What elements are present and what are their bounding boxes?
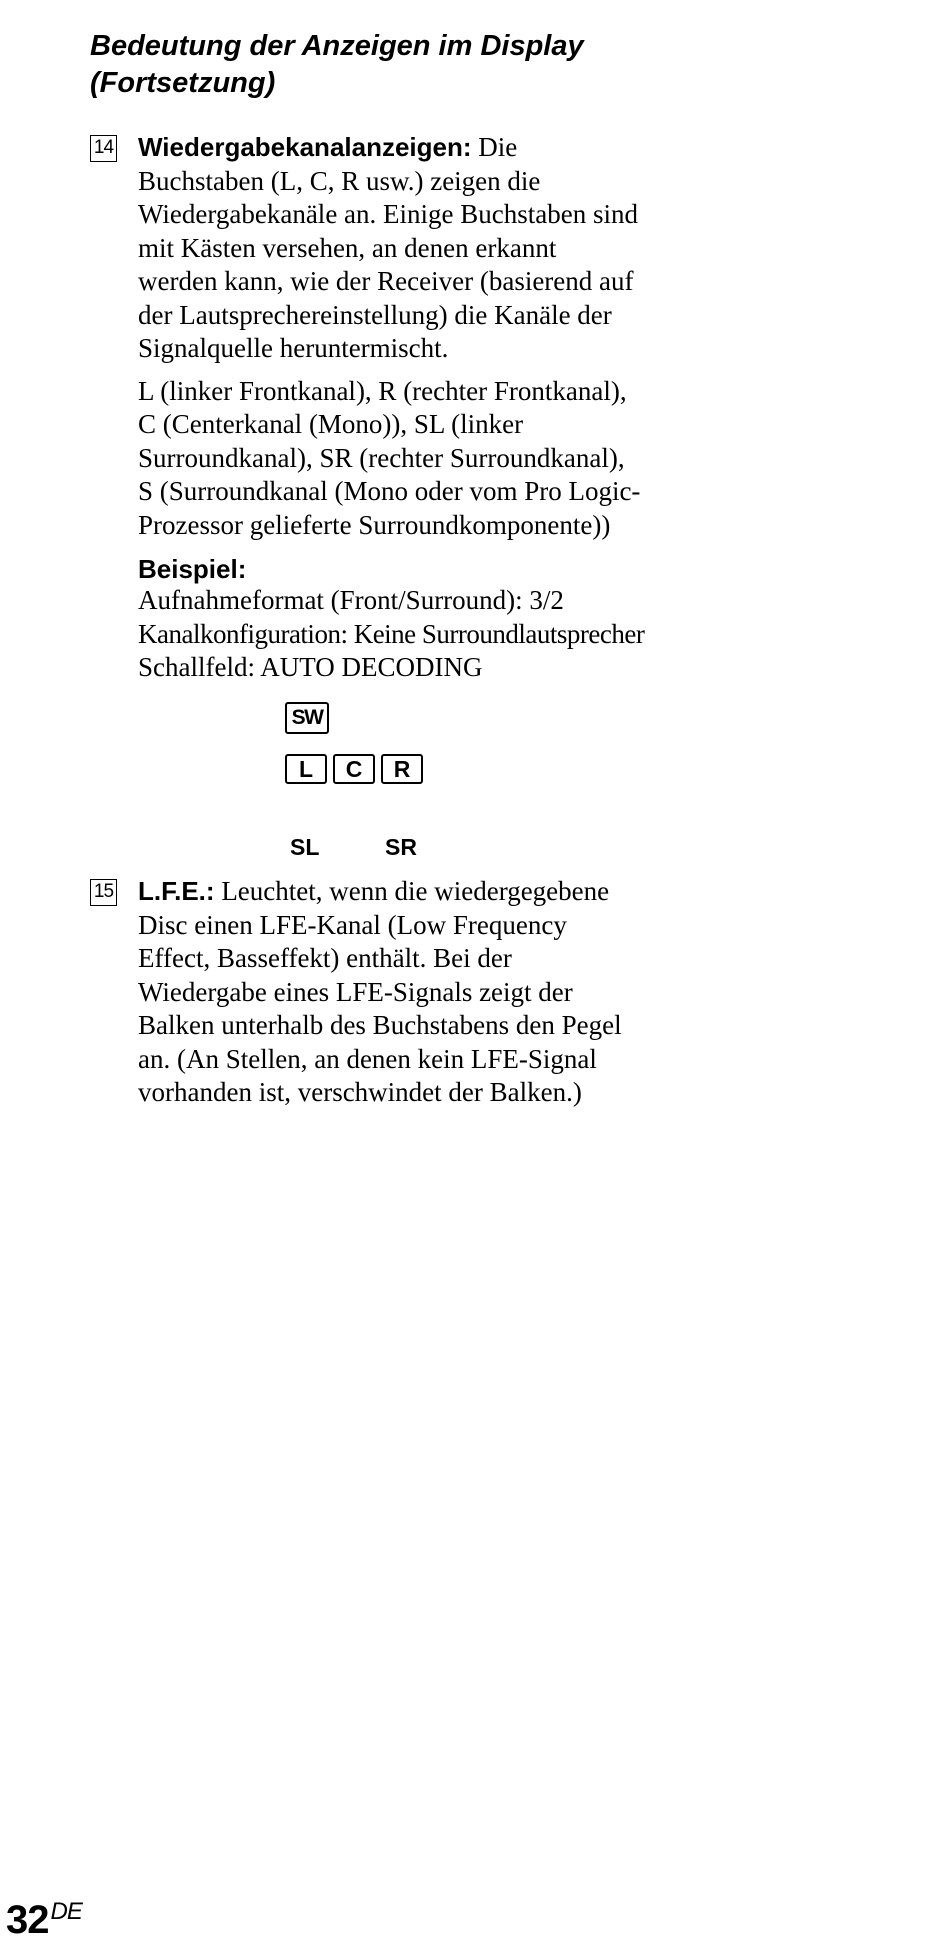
item-14-line: mit Kästen versehen, an denen erkannt xyxy=(138,232,557,263)
example-line: Schallfeld: AUTO DECODING xyxy=(138,652,483,682)
item-15-line: Effect, Basseffekt) enthält. Bei der xyxy=(138,943,512,973)
item-14-line: Die xyxy=(471,132,518,162)
item-15-line: vorhanden ist, verschwindet der Balken.) xyxy=(138,1077,582,1107)
example-line: Kanalkonfiguration: Keine Surroundlautsprecher xyxy=(138,618,645,649)
channel-legend xyxy=(138,375,690,543)
channel-label-sl: SL xyxy=(290,834,320,860)
section-heading xyxy=(90,28,710,102)
example-block xyxy=(138,584,690,685)
channel-diagram xyxy=(285,702,585,872)
heading-line-1: Bedeutung der Anzeigen im Display xyxy=(90,30,584,62)
channel-box-c: C xyxy=(333,754,375,784)
item-15-paragraph xyxy=(138,875,690,1110)
item-14-line: Buchstaben (L, C, R usw.) zeigen die xyxy=(138,165,541,196)
item-14-line: der Lautsprechereinstellung) die Kanäle der xyxy=(138,299,612,330)
item-number-14: 14 xyxy=(90,135,117,162)
item-number-15: 15 xyxy=(90,879,117,906)
example-title: Beispiel: xyxy=(138,554,247,584)
item-14-line: Wiedergabekanäle an. Einige Buchstaben sind xyxy=(138,199,638,229)
legend-line: Prozessor gelieferte Surroundkomponente)) xyxy=(138,509,611,540)
heading-line-2: (Fortsetzung) xyxy=(90,67,276,99)
channel-label-sr: SR xyxy=(385,834,417,860)
example-line: Aufnahmeformat (Front/Surround): 3/2 xyxy=(138,585,564,615)
item-14 xyxy=(90,131,690,685)
page-number xyxy=(6,1898,82,1943)
channel-box-sw: SW xyxy=(285,702,329,734)
item-15-title: L.F.E.: xyxy=(138,876,215,906)
page-number-value: 32 xyxy=(6,1898,49,1942)
item-15-line: Disc einen LFE-Kanal (Low Frequency xyxy=(138,909,567,940)
item-15-line: Wiedergabe eines LFE-Signals zeigt der xyxy=(138,976,573,1007)
item-14-title: Wiedergabekanalanzeigen: xyxy=(138,132,472,162)
legend-line: S (Surroundkanal (Mono oder vom Pro Logic- xyxy=(138,476,641,506)
page-number-suffix: DE xyxy=(50,1898,82,1925)
item-14-paragraph xyxy=(138,131,690,366)
item-15-line: an. (An Stellen, an denen kein LFE-Signal xyxy=(138,1043,597,1074)
item-14-line: Signalquelle heruntermischt. xyxy=(138,333,449,363)
legend-line: C (Centerkanal (Mono)), SL (linker xyxy=(138,409,524,439)
item-15-line: Balken unterhalb des Buchstabens den Pegel xyxy=(138,1010,622,1040)
channel-box-r: R xyxy=(381,754,423,784)
channel-box-l: L xyxy=(285,754,327,784)
legend-line: L (linker Frontkanal), R (rechter Frontkanal), xyxy=(138,375,627,406)
legend-line: Surroundkanal), SR (rechter Surroundkanal), xyxy=(138,442,625,473)
item-14-line: werden kann, wie der Receiver (basierend auf xyxy=(138,266,634,296)
item-15-line: Leuchtet, wenn die wiedergegebene xyxy=(214,876,610,906)
item-15 xyxy=(90,875,690,1110)
